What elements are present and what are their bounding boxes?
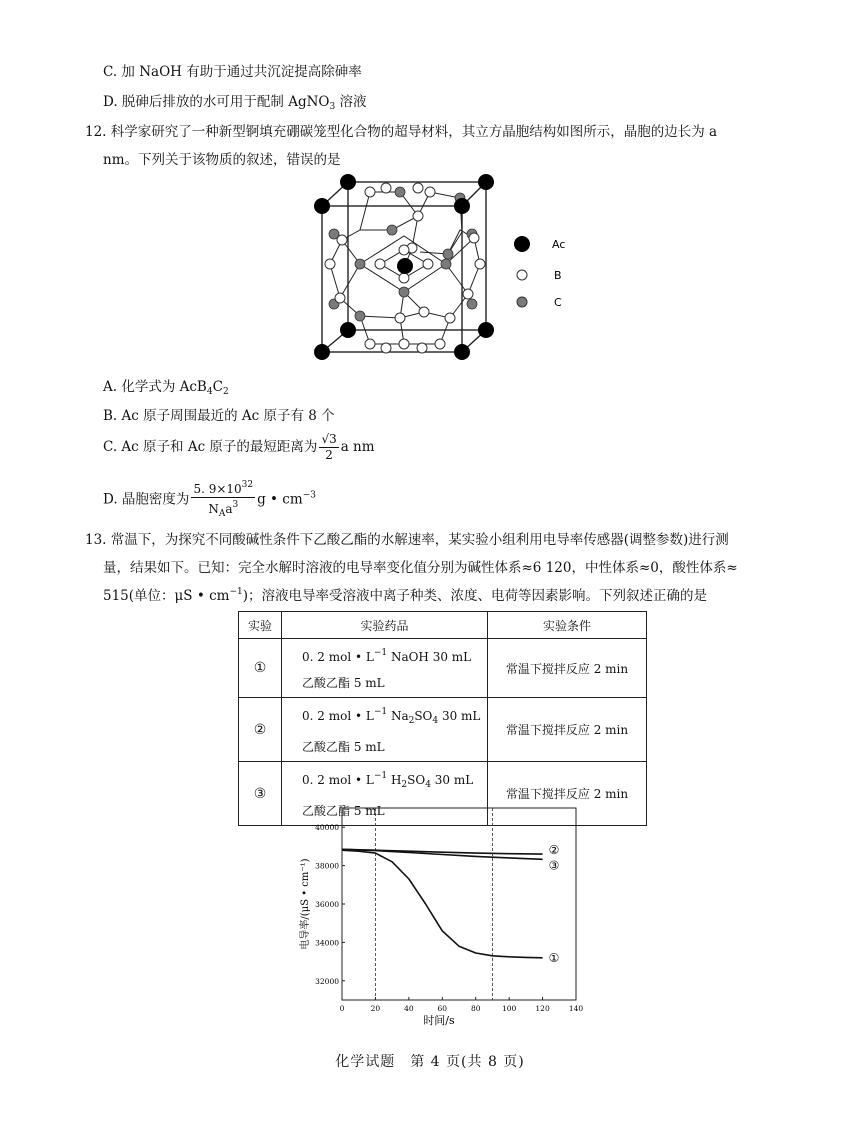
q13-line1: 13. 常温下，为探究不同酸碱性条件下乙酸乙酯的水解速率，某实验小组利用电导率传感器(调整参数)进行测: [85, 532, 729, 548]
q13-line2: 量，结果如下。已知：完全水解时溶液的电导率变化值分别为碱性体系≈6 120，中性体系≈0，酸性体系≈: [103, 560, 738, 576]
legend-b: B: [554, 269, 562, 282]
opt-d-den-n: N: [208, 502, 219, 516]
series-label: ①: [548, 950, 560, 965]
reagent-sub2: 4: [425, 780, 431, 790]
y-tick-label: 36000: [315, 900, 339, 909]
reagent-text: 0. 2 mol • L: [302, 773, 374, 787]
opt-d-fraction: [191, 478, 255, 522]
conductivity-chart: [290, 800, 600, 1040]
y-tick-label: 34000: [315, 938, 339, 948]
reagent-chem2: SO: [414, 709, 433, 723]
table-cell-condition: 常温下搅拌反应 2 min: [488, 698, 647, 762]
opt-d-num-sup: 32: [241, 480, 254, 490]
x-tick-label: 100: [501, 1004, 517, 1013]
opt-c-num: √3: [321, 432, 337, 446]
opt-a-mid: C: [212, 379, 223, 395]
opt-c-post: a nm: [340, 439, 375, 455]
reagent-sub: 2: [408, 716, 415, 726]
reagent-sup: −1: [373, 648, 388, 658]
opt-d-den: [191, 498, 255, 522]
table-header-cell: 实验条件: [488, 612, 647, 639]
table-cell-condition: 常温下搅拌反应 2 min: [488, 762, 647, 826]
table-cell-condition: 常温下搅拌反应 2 min: [488, 639, 647, 698]
reagent-volume: 30 mL: [428, 650, 472, 664]
experiment-table: [238, 611, 647, 826]
x-axis-label: 时间/s: [423, 1014, 455, 1027]
y-tick-label: 40000: [315, 823, 339, 833]
option-d: [103, 90, 367, 112]
y-tick-label: 38000: [315, 861, 339, 871]
q12-option-a: [103, 375, 229, 397]
table-header-cell: 实验药品: [282, 612, 488, 639]
reagent-chem2: SO: [407, 773, 426, 787]
reagent-chem: Na: [387, 709, 409, 723]
q12-option-c: [103, 432, 375, 463]
reagent-ester: 乙酸乙酯 5 mL: [302, 740, 385, 754]
x-tick-label: 140: [568, 1004, 584, 1013]
reagent-chem: H: [387, 773, 402, 787]
x-tick-label: 120: [535, 1004, 550, 1013]
q12-option-b: B. Ac 原子周围最近的 Ac 原子有 8 个: [103, 408, 335, 424]
crystal-cell-figure: [300, 168, 590, 368]
q13-line3: [103, 584, 707, 604]
option-c: C. 加 NaOH 有助于通过共沉淀提高除砷率: [103, 64, 362, 80]
opt-d-num: [191, 478, 255, 498]
reagent-ester: 乙酸乙酯 5 mL: [302, 676, 385, 690]
opt-a-sub1: 4: [206, 387, 213, 397]
legend-ac-marker: [514, 236, 530, 252]
opt-d-unit: g • cm: [257, 491, 303, 508]
series-label: ③: [548, 858, 560, 873]
table-cell-num: ②: [239, 698, 282, 762]
series-line: [342, 850, 543, 958]
legend-c: C: [554, 296, 562, 309]
plot-frame: [342, 808, 576, 1000]
opt-d-pre: D. 晶胞密度为: [103, 491, 190, 508]
series-label: ②: [548, 843, 560, 858]
reagent-sup: −1: [373, 707, 388, 717]
table-cell-reagent: [282, 698, 488, 762]
opt-d-den-sub: A: [218, 509, 226, 519]
option-d-post: 溶液: [335, 94, 367, 110]
opt-d-num-text: 5. 9×10: [193, 482, 242, 496]
reagent-sub2: 4: [432, 716, 439, 726]
opt-d-den-sup: 3: [232, 500, 239, 510]
opt-a-sub2: 2: [222, 387, 229, 397]
legend-c-marker: [517, 297, 527, 307]
opt-c-fraction: [319, 432, 338, 463]
reagent-ester: 乙酸乙酯 5 mL: [302, 804, 385, 818]
opt-c-pre: C. Ac 原子和 Ac 原子的最短距离为: [103, 439, 318, 455]
table-header-row: [239, 612, 647, 639]
opt-a-pre: A. 化学式为 AcB: [103, 379, 207, 395]
reagent-volume: 30 mL: [438, 709, 481, 723]
q13-line3-pre: 515(单位：μS • cm: [103, 588, 230, 604]
x-tick-label: 80: [470, 1004, 481, 1013]
reagent-volume: 30 mL: [430, 773, 474, 787]
opt-c-den: 2: [325, 448, 333, 462]
reagent-sub: 2: [401, 780, 408, 790]
reagent-text: 0. 2 mol • L: [302, 650, 374, 664]
legend-b-marker: [517, 270, 527, 280]
table-cell-reagent: [282, 639, 488, 698]
opt-d-den-a: a: [225, 502, 233, 516]
opt-d-unit-sup: −3: [302, 490, 316, 501]
reagent-chem: NaOH: [387, 650, 429, 664]
page-footer: 化学试题 第 4 页(共 8 页): [335, 1054, 525, 1070]
x-tick-label: 40: [404, 1004, 414, 1013]
table-header-cell: 实验: [239, 612, 282, 639]
q12-line2: nm。下列关于该物质的叙述，错误的是: [103, 152, 341, 168]
table-cell-num: ①: [239, 639, 282, 698]
q12-line1: 12. 科学家研究了一种新型锕填充硼碳笼型化合物的超导材料，其立方晶胞结构如图所示，晶胞的边长为 a: [85, 124, 718, 140]
reagent-sup: −1: [373, 771, 388, 781]
x-tick-label: 60: [437, 1004, 448, 1013]
table-row: [239, 698, 647, 762]
option-d-text: D. 脱砷后排放的水可用于配制 AgNO: [103, 94, 330, 110]
table-row: [239, 639, 647, 698]
legend-ac: Ac: [552, 238, 566, 251]
q12-option-d: [103, 478, 316, 522]
reagent-text: 0. 2 mol • L: [302, 709, 374, 723]
x-tick-label: 0: [339, 1004, 345, 1013]
y-tick-label: 32000: [315, 976, 339, 986]
x-tick-label: 20: [370, 1004, 381, 1013]
y-axis-label: 电导率/(μS • cm⁻¹): [300, 858, 311, 950]
q13-line3-sup: −1: [229, 587, 243, 597]
q13-line3-post: )；溶液电导率受溶液中离子种类、浓度、电荷等因素影响。下列叙述正确的是: [242, 588, 708, 604]
option-d-sub: 3: [329, 102, 336, 112]
table-cell-num: ③: [239, 762, 282, 826]
